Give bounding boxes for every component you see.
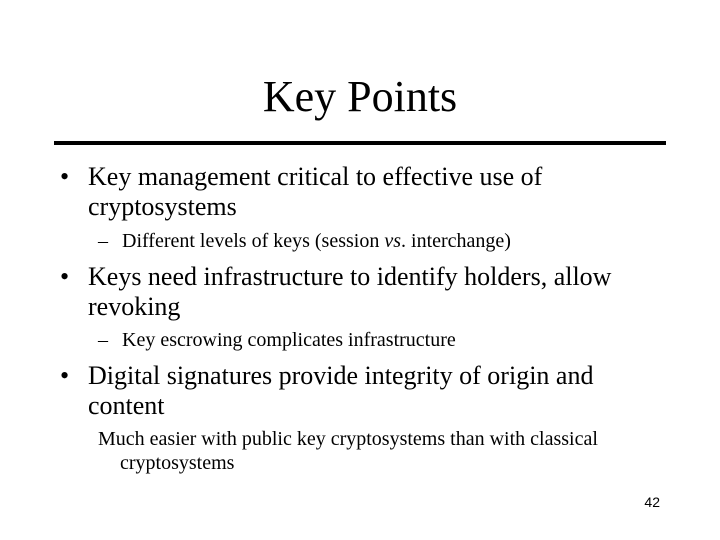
sub-bullet-text: Key escrowing complicates infrastructure: [122, 329, 456, 351]
sub-bullet-marker: –: [98, 329, 108, 351]
bullet-marker: •: [60, 361, 70, 390]
note-text: Much easier with public key cryptosystems than with classical cryptosystems: [98, 428, 598, 474]
bullet-item: [60, 262, 670, 322]
sub-bullet-text-prefix: Different levels of keys (session: [122, 230, 385, 252]
sub-bullet-text-emphasis: vs: [384, 230, 402, 252]
sub-bullet-text: [98, 229, 678, 253]
bullet-marker: •: [60, 162, 70, 191]
title-divider: [54, 141, 666, 145]
sub-bullet-text-suffix: . interchange): [401, 230, 511, 252]
slide-title: Key Points: [262, 72, 458, 121]
bullet-marker: •: [60, 262, 70, 291]
bullet-text: Keys need infrastructure to identify holders, allow revoking: [88, 262, 612, 321]
note-text-block: [98, 427, 638, 475]
sub-bullet-item: [98, 328, 678, 352]
bullet-text: Digital signatures provide integrity of origin and content: [88, 361, 594, 420]
bullet-item: [60, 162, 670, 222]
bullet-item: [60, 361, 670, 421]
sub-bullet-marker: –: [98, 230, 108, 252]
sub-bullet-item: [98, 229, 678, 253]
bullet-text: Key management critical to effective use of cryptosystems: [88, 162, 543, 221]
page-number: 42: [644, 494, 660, 510]
